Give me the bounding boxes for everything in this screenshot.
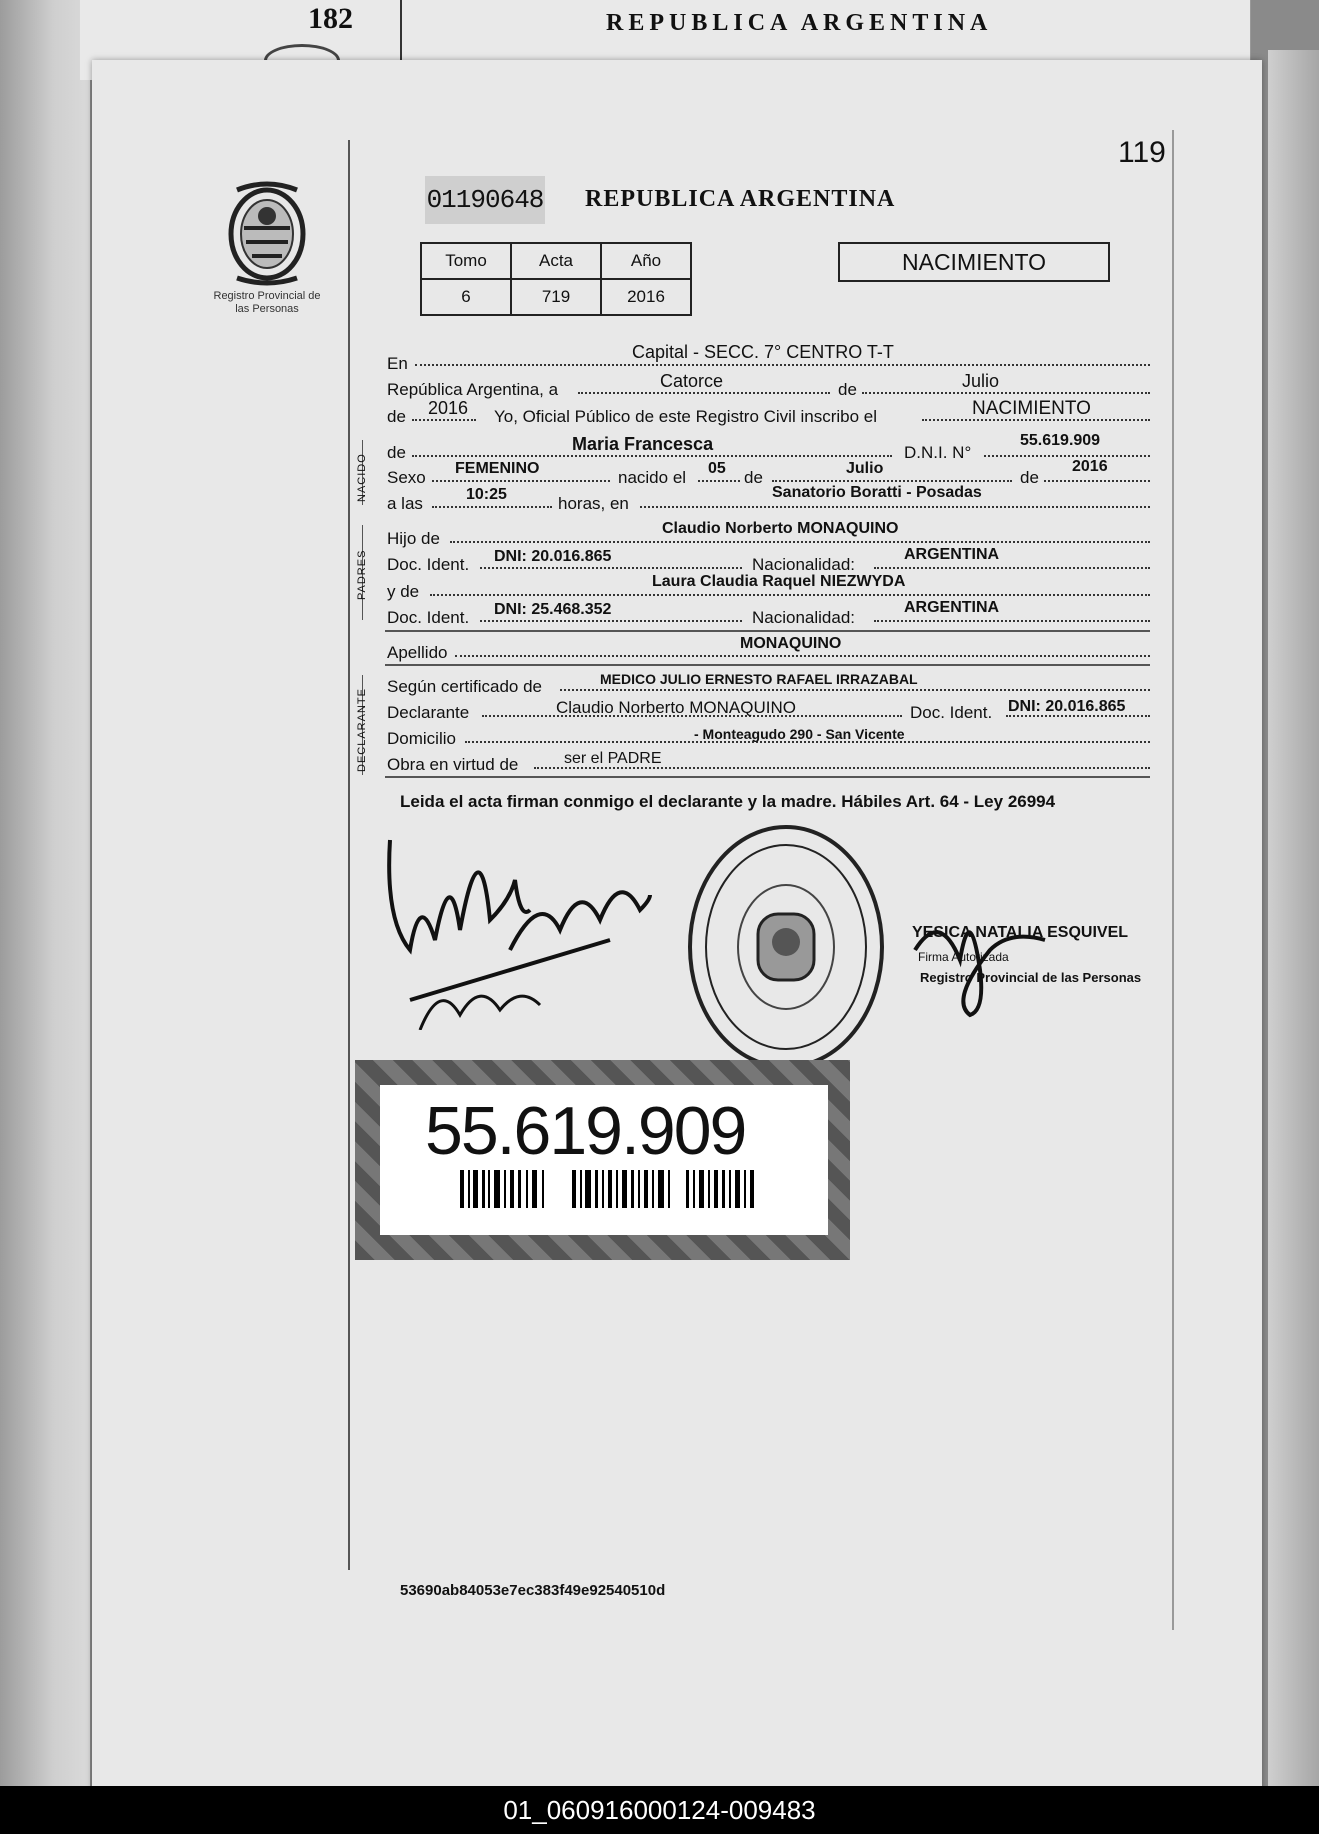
dotted-line: [874, 620, 1150, 622]
registry-caption: Registro Provincial de las Personas: [213, 290, 321, 315]
declarant-doc: DNI: 20.016.865: [1008, 698, 1126, 715]
official-name: YESICA NATALIA ESQUIVEL: [912, 924, 1129, 941]
dotted-line: [450, 541, 1150, 543]
horas-label: horas, en: [558, 494, 629, 513]
father-doc: DNI: 20.016.865: [494, 548, 612, 565]
obra-label: Obra en virtud de: [387, 755, 519, 774]
dotted-line: [480, 567, 742, 569]
id-number: 55.619.909: [425, 1093, 746, 1169]
domicilio-label: Domicilio: [387, 729, 456, 748]
dotted-line: [640, 506, 1150, 508]
birth-year: 2016: [1072, 458, 1108, 475]
dotted-line: [560, 689, 1150, 691]
mother-nationality: ARGENTINA: [904, 599, 1000, 616]
padres-section-label: PADRES: [356, 549, 368, 600]
hijo-label: Hijo de: [387, 529, 440, 548]
apellido-label: Apellido: [387, 643, 448, 662]
page-number: 119: [1118, 136, 1166, 169]
month-value: Julio: [962, 371, 1000, 391]
record-table: [420, 242, 692, 316]
background-left-edge: [0, 0, 90, 1800]
reason-value: ser el PADRE: [564, 750, 662, 767]
dotted-line: [862, 392, 1150, 394]
anio-header: Año: [601, 243, 691, 279]
republica-label: República Argentina, a: [387, 380, 559, 399]
de-label: de: [387, 407, 406, 426]
dotted-line: [1044, 480, 1150, 482]
dotted-line: [984, 455, 1150, 457]
nacido-el-label: nacido el: [618, 468, 687, 487]
birth-time: 10:25: [466, 486, 507, 503]
dotted-line: [432, 506, 552, 508]
official-organization: Registro Provincial de las Personas: [920, 970, 1142, 985]
nacido-section-label: NACIDO: [356, 453, 368, 502]
divider: [385, 630, 1150, 632]
child-name: Maria Francesca: [572, 434, 714, 454]
day-value: Catorce: [660, 371, 724, 391]
nacionalidad-label: Nacionalidad:: [752, 608, 856, 627]
document-hash: 53690ab84053e7ec383f49e92540510d: [400, 1582, 666, 1599]
barcode-icon: [460, 1170, 756, 1208]
certificado-label: Según certificado de: [387, 677, 542, 696]
de-label: de: [387, 443, 406, 462]
birth-month: Julio: [846, 460, 884, 477]
image-id-footer: 01_060916000124-009483: [0, 1786, 1319, 1834]
dotted-line: [455, 655, 1150, 657]
official-role: Firma Autorizada: [918, 950, 1009, 964]
official-text: Yo, Oficial Público de este Registro Civil inscribo el: [494, 407, 877, 426]
serial-number: 01190648: [425, 176, 545, 224]
tomo-value: 6: [421, 279, 511, 315]
dni-label: D.N.I. N°: [904, 443, 972, 462]
official-seal-icon: [686, 822, 886, 1072]
underlying-title: REPUBLICA ARGENTINA: [606, 10, 993, 36]
right-margin-rule: [1172, 130, 1174, 1630]
birth-day: 05: [708, 460, 726, 477]
divider: [385, 664, 1150, 666]
en-label: En: [387, 354, 408, 373]
birth-place: Sanatorio Boratti - Posadas: [772, 484, 982, 501]
father-name: Claudio Norberto MONAQUINO: [662, 520, 899, 537]
alas-label: a las: [387, 494, 423, 513]
underlying-page-number: 182: [308, 2, 353, 35]
dotted-line: [772, 480, 1012, 482]
doc-label: Doc. Ident.: [910, 703, 993, 722]
certifier-value: MEDICO JULIO ERNESTO RAFAEL IRRAZABAL: [600, 671, 918, 687]
sex-value: FEMENINO: [455, 460, 540, 477]
dotted-line: [578, 392, 830, 394]
place-value: Capital - SECC. 7° CENTRO T-T: [632, 342, 894, 362]
dotted-line: [430, 594, 1150, 596]
province-coat-of-arms-icon: [222, 178, 312, 288]
acta-header: Acta: [511, 243, 601, 279]
surname-value: MONAQUINO: [740, 635, 842, 652]
dotted-line: [432, 480, 610, 482]
dotted-line: [480, 620, 742, 622]
document-title: REPUBLICA ARGENTINA: [585, 186, 896, 212]
y-de-label: y de: [387, 582, 420, 601]
margin-rule: [348, 140, 350, 1570]
child-dni: 55.619.909: [1020, 432, 1101, 449]
de-label: de: [1020, 468, 1039, 487]
declarante-label: Declarante: [387, 703, 470, 722]
father-nationality: ARGENTINA: [904, 546, 1000, 563]
record-type-box: NACIMIENTO: [838, 242, 1110, 282]
doc-label: Doc. Ident.: [387, 608, 470, 627]
inscription-value: NACIMIENTO: [972, 398, 1091, 419]
dotted-line: [412, 455, 892, 457]
declarant-name: Claudio Norberto MONAQUINO: [556, 698, 796, 717]
address-value: - Monteagudo 290 - San Vicente: [694, 726, 905, 742]
acta-value: 719: [511, 279, 601, 315]
tomo-header: Tomo: [421, 243, 511, 279]
declarante-section-label: DECLARANTE: [356, 688, 368, 772]
de-label: de: [838, 380, 857, 399]
de-label: de: [744, 468, 763, 487]
sexo-label: Sexo: [387, 468, 426, 487]
declarant-signatures: [380, 800, 670, 1030]
year-value: 2016: [428, 398, 469, 418]
dotted-line: [415, 364, 1150, 366]
dotted-line: [698, 480, 740, 482]
closing-statement: Leida el acta firman conmigo el declarante y la madre. Hábiles Art. 64 - Ley 26994: [400, 792, 1056, 811]
divider: [385, 776, 1150, 778]
background-right-edge: [1268, 50, 1319, 1810]
mother-name: Laura Claudia Raquel NIEZWYDA: [652, 573, 906, 590]
anio-value: 2016: [601, 279, 691, 315]
mother-doc: DNI: 25.468.352: [494, 601, 612, 618]
nacionalidad-label: Nacionalidad:: [752, 555, 856, 574]
doc-label: Doc. Ident.: [387, 555, 470, 574]
dotted-line: [412, 419, 476, 421]
dotted-line: [874, 567, 1150, 569]
